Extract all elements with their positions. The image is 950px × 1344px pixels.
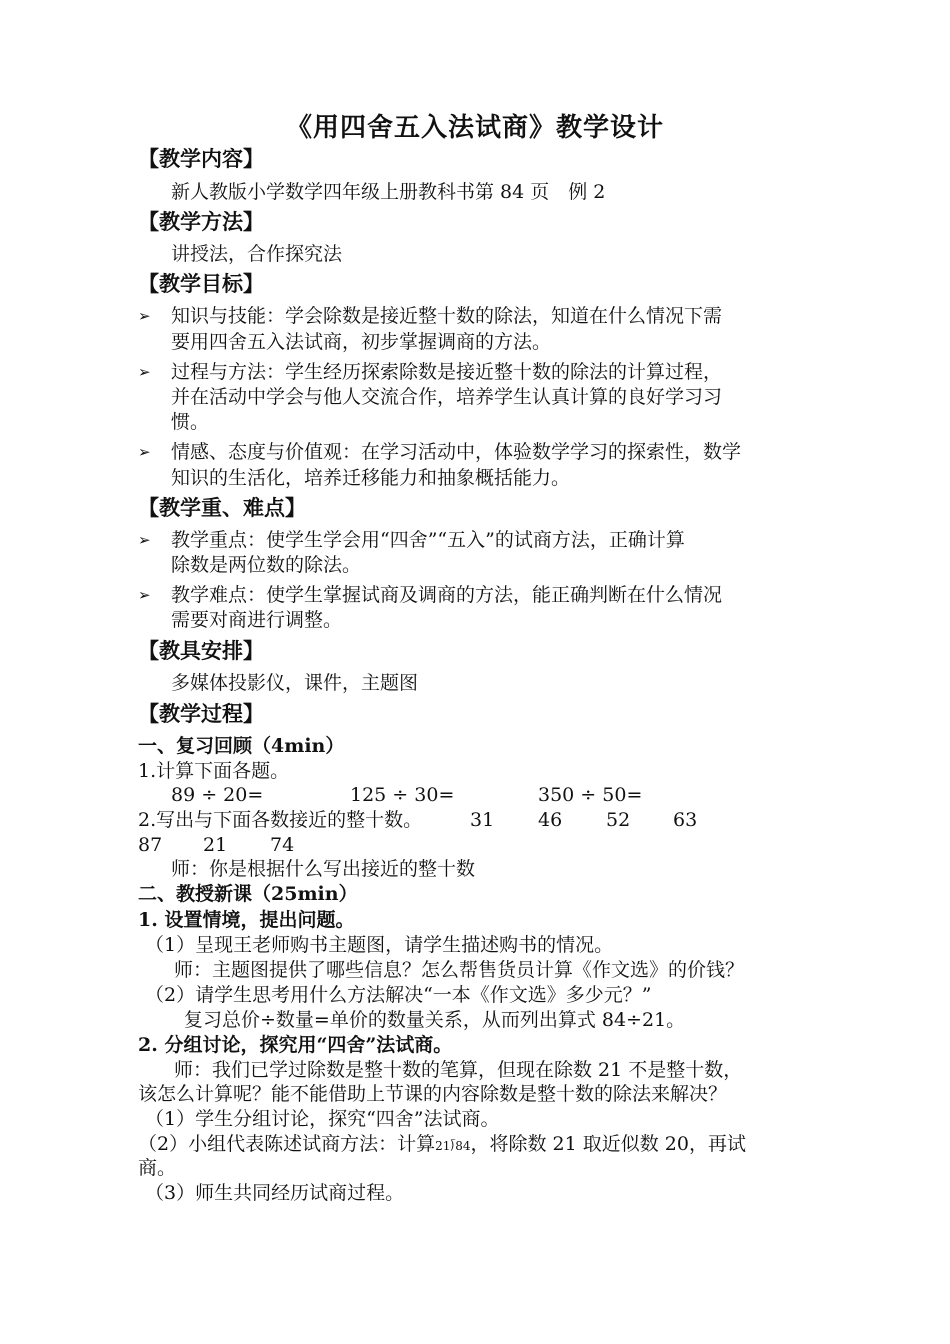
review-expr-3: 350 ÷ 50=	[538, 784, 643, 806]
heading-keypoints: 【教学重、难点】	[138, 495, 306, 520]
long-division-notation: 21⟌84	[435, 1139, 471, 1153]
step-1-item-2: （2）请学生思考用什么方法解决“一本《作文选》多少元？”	[145, 984, 652, 1006]
step-2-item-2-text-b: ，将除数 21 取近似数 20，再试	[470, 1133, 746, 1155]
tools-text: 多媒体投影仪，课件，主题图	[171, 672, 419, 694]
review-expr-1: 89 ÷ 20=	[171, 784, 264, 806]
review-num: 46	[538, 809, 563, 831]
goal-2-line-2: 并在活动中学会与他人交流合作，培养学生认真计算的良好学习习	[171, 386, 723, 408]
heading-method: 【教学方法】	[138, 209, 264, 234]
step-1-item-1: （1）呈现王老师购书主题图，请学生描述购书的情况。	[145, 934, 614, 956]
keypoint-2-line-2: 需要对商进行调整。	[171, 609, 343, 631]
goal-3-line-1: 情感、态度与价值观：在学习活动中，体验数学学习的探索性，数学	[171, 441, 742, 463]
keypoint-2-line-1: 教学难点：使学生掌握试商及调商的方法，能正确判断在什么情况	[171, 584, 723, 606]
step-1-item-3: 复习总价÷数量=单价的数量关系，从而列出算式 84÷21。	[184, 1009, 686, 1031]
step-2-teacher-line-1: 师：我们已学过除数是整十数的笔算，但现在除数 21 不是整十数，	[174, 1059, 743, 1081]
keypoint-1-line-1: 教学重点：使学生学会用“四舍”“五入”的试商方法，正确计算	[171, 529, 685, 551]
step-2-item-2-cont: 商。	[138, 1157, 177, 1179]
heading-content: 【教学内容】	[138, 146, 264, 171]
review-expr-2: 125 ÷ 30=	[350, 784, 455, 806]
review-num: 74	[270, 834, 295, 856]
review-num: 87	[138, 834, 163, 856]
goal-3-line-2: 知识的生活化，培养迁移能力和抽象概括能力。	[171, 467, 571, 489]
step-2-item-3: （3）师生共同经历试商过程。	[145, 1182, 405, 1204]
review-heading: 一、复习回顾（4min）	[138, 735, 345, 757]
arrow-bullet-icon: ➢	[138, 363, 151, 381]
method-text: 讲授法，合作探究法	[171, 243, 343, 265]
review-num: 63	[673, 809, 698, 831]
step-2-title: 2. 分组讨论，探究用“四舍”法试商。	[138, 1034, 453, 1056]
review-q1: 1.计算下面各题。	[138, 760, 290, 782]
teach-heading: 二、教授新课（25min）	[138, 883, 358, 905]
arrow-bullet-icon: ➢	[138, 443, 151, 461]
review-num: 31	[470, 809, 495, 831]
content-text: 新人教版小学数学四年级上册教科书第 84 页 例 2	[171, 181, 606, 203]
heading-tools: 【教具安排】	[138, 638, 264, 663]
goal-1-line-1: 知识与技能：学会除数是接近整十数的除法，知道在什么情况下需	[171, 305, 723, 327]
goal-1-line-2: 要用四舍五入法试商，初步掌握调商的方法。	[171, 331, 552, 353]
arrow-bullet-icon: ➢	[138, 586, 151, 604]
review-num: 21	[203, 834, 228, 856]
heading-goals: 【教学目标】	[138, 271, 264, 296]
document-title: 《用四舍五入法试商》教学设计	[285, 113, 664, 143]
goal-2-line-3: 惯。	[171, 411, 210, 433]
step-1-title: 1. 设置情境，提出问题。	[138, 909, 355, 931]
goal-2-line-1: 过程与方法：学生经历探索除数是接近整十数的除法的计算过程，	[171, 361, 723, 383]
step-2-item-1: （1）学生分组讨论，探究“四舍”法试商。	[145, 1108, 500, 1130]
arrow-bullet-icon: ➢	[138, 307, 151, 325]
step-2-item-2-text-a: （2）小组代表陈述试商方法：计算	[138, 1133, 436, 1155]
review-num: 52	[606, 809, 631, 831]
step-2-teacher-line-2: 该怎么计算呢？能不能借助上节课的内容除数是整十数的除法来解决？	[138, 1083, 728, 1105]
keypoint-1-line-2: 除数是两位数的除法。	[171, 554, 362, 576]
step-1-teacher: 师：主题图提供了哪些信息？怎么帮售货员计算《作文选》的价钱？	[174, 959, 745, 981]
heading-process: 【教学过程】	[138, 701, 264, 726]
arrow-bullet-icon: ➢	[138, 531, 151, 549]
review-teacher-line: 师：你是根据什么写出接近的整十数	[171, 858, 476, 880]
review-q2: 2.写出与下面各数接近的整十数。	[138, 809, 423, 831]
step-2-item-2	[138, 1132, 746, 1158]
